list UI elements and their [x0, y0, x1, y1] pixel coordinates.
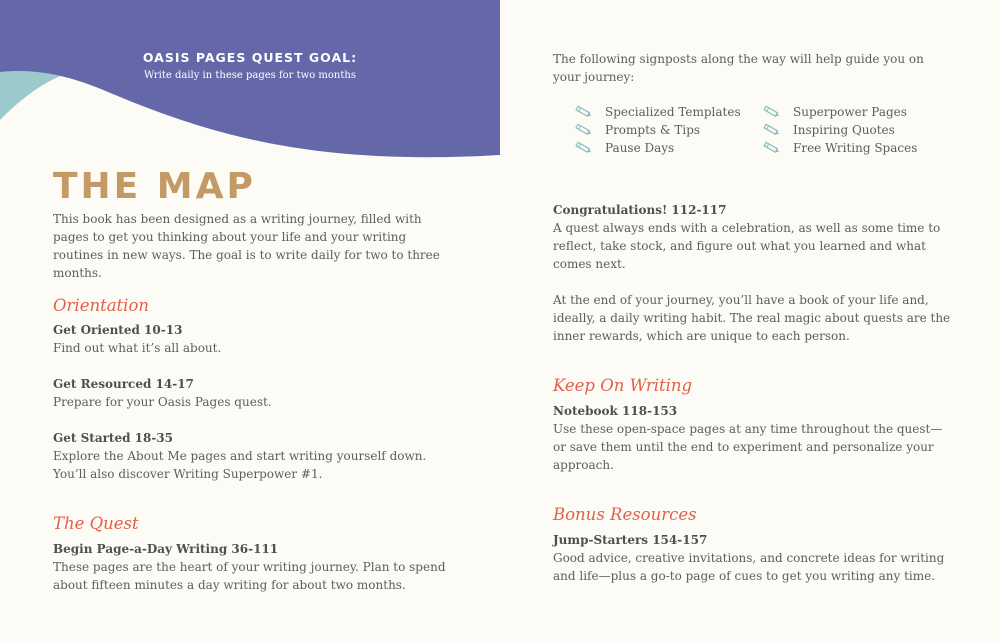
signpost-label: Superpower Pages: [793, 105, 907, 119]
signpost-label: Pause Days: [605, 141, 675, 155]
entry-text: Prepare for your Oasis Pages quest.: [53, 395, 272, 409]
signpost-label: Prompts & Tips: [605, 123, 701, 137]
bonus-section: [553, 505, 973, 525]
entry-text-2: At the end of your journey, you’ll have a book of your life and, ideally, a daily writing habit. The real magic about quests are the inner rewards, which are unique to each person.: [553, 293, 951, 343]
pencil-icon: [575, 123, 593, 137]
entry-title: Get Oriented 10-13: [53, 323, 183, 337]
entry-text: Use these open-space pages at any time throughout the quest—or save them until the end to experiment and personalize your approach.: [553, 422, 943, 472]
entry-notebook: [553, 402, 953, 474]
keep-writing-section: [553, 376, 973, 396]
entry-title: Jump-Starters 154-157: [553, 533, 708, 547]
signpost-label: Free Writing Spaces: [793, 141, 918, 155]
orientation-section: [53, 296, 473, 316]
section-heading-orientation: Orientation: [53, 296, 150, 315]
list-item: [575, 121, 763, 139]
entry-title: Get Resourced 14-17: [53, 377, 194, 391]
entry-jump-starters: [553, 531, 953, 585]
entry-get-oriented: [53, 321, 453, 357]
entry-text: A quest always ends with a celebration, as well as some time to reflect, take stock, and figure out what you learned and what comes next.: [553, 221, 941, 271]
intro-paragraph: This book has been designed as a writing journey, filled with pages to get you thinking about your life and your writing routines in new ways. The goal is to write daily for two to three months.: [53, 212, 440, 280]
signposts-intro: The following signposts along the way will help guide you on your journey:: [553, 52, 924, 84]
entry-title: Congratulations! 112-117: [553, 203, 727, 217]
signpost-label: Specialized Templates: [605, 105, 741, 119]
section-heading-quest: The Quest: [53, 514, 139, 533]
list-item: [763, 121, 951, 139]
banner-wave: [0, 0, 500, 170]
entry-get-resourced: [53, 375, 453, 411]
quest-goal-subtitle: Write daily in these pages for two months: [144, 70, 356, 81]
pencil-icon: [575, 141, 593, 155]
entry-page-a-day: [53, 540, 453, 594]
signposts-list: [575, 103, 955, 157]
quest-section: [53, 514, 473, 534]
entry-title: Begin Page-a-Day Writing 36-111: [53, 542, 279, 556]
pencil-icon: [763, 105, 781, 119]
section-heading-keep-writing: Keep On Writing: [553, 376, 693, 395]
pencil-icon: [763, 123, 781, 137]
entry-text: Explore the About Me pages and start writing yourself down. You’ll also discover Writing Superpower #1.: [53, 449, 427, 481]
section-heading-bonus: Bonus Resources: [553, 505, 697, 524]
entry-text: Good advice, creative invitations, and concrete ideas for writing and life—plus a go-to page of cues to get you writing any time.: [553, 551, 945, 583]
list-item: [763, 103, 951, 121]
list-item: [575, 139, 763, 157]
list-item: [575, 103, 763, 121]
entry-title: Notebook 118-153: [553, 404, 678, 418]
list-item: [763, 139, 951, 157]
page-title: THE MAP: [53, 166, 256, 207]
pencil-icon: [575, 105, 593, 119]
quest-goal-title: OASIS PAGES QUEST GOAL:: [142, 50, 358, 65]
entry-get-started: [53, 429, 453, 483]
congrats-section: [553, 201, 953, 345]
signpost-label: Inspiring Quotes: [793, 123, 895, 137]
entry-title: Get Started 18-35: [53, 431, 174, 445]
pencil-icon: [763, 141, 781, 155]
entry-text: Find out what it’s all about.: [53, 341, 222, 355]
right-page: [500, 0, 1000, 643]
entry-text: These pages are the heart of your writing journey. Plan to spend about fifteen minutes a day writing for about two months.: [53, 560, 446, 592]
